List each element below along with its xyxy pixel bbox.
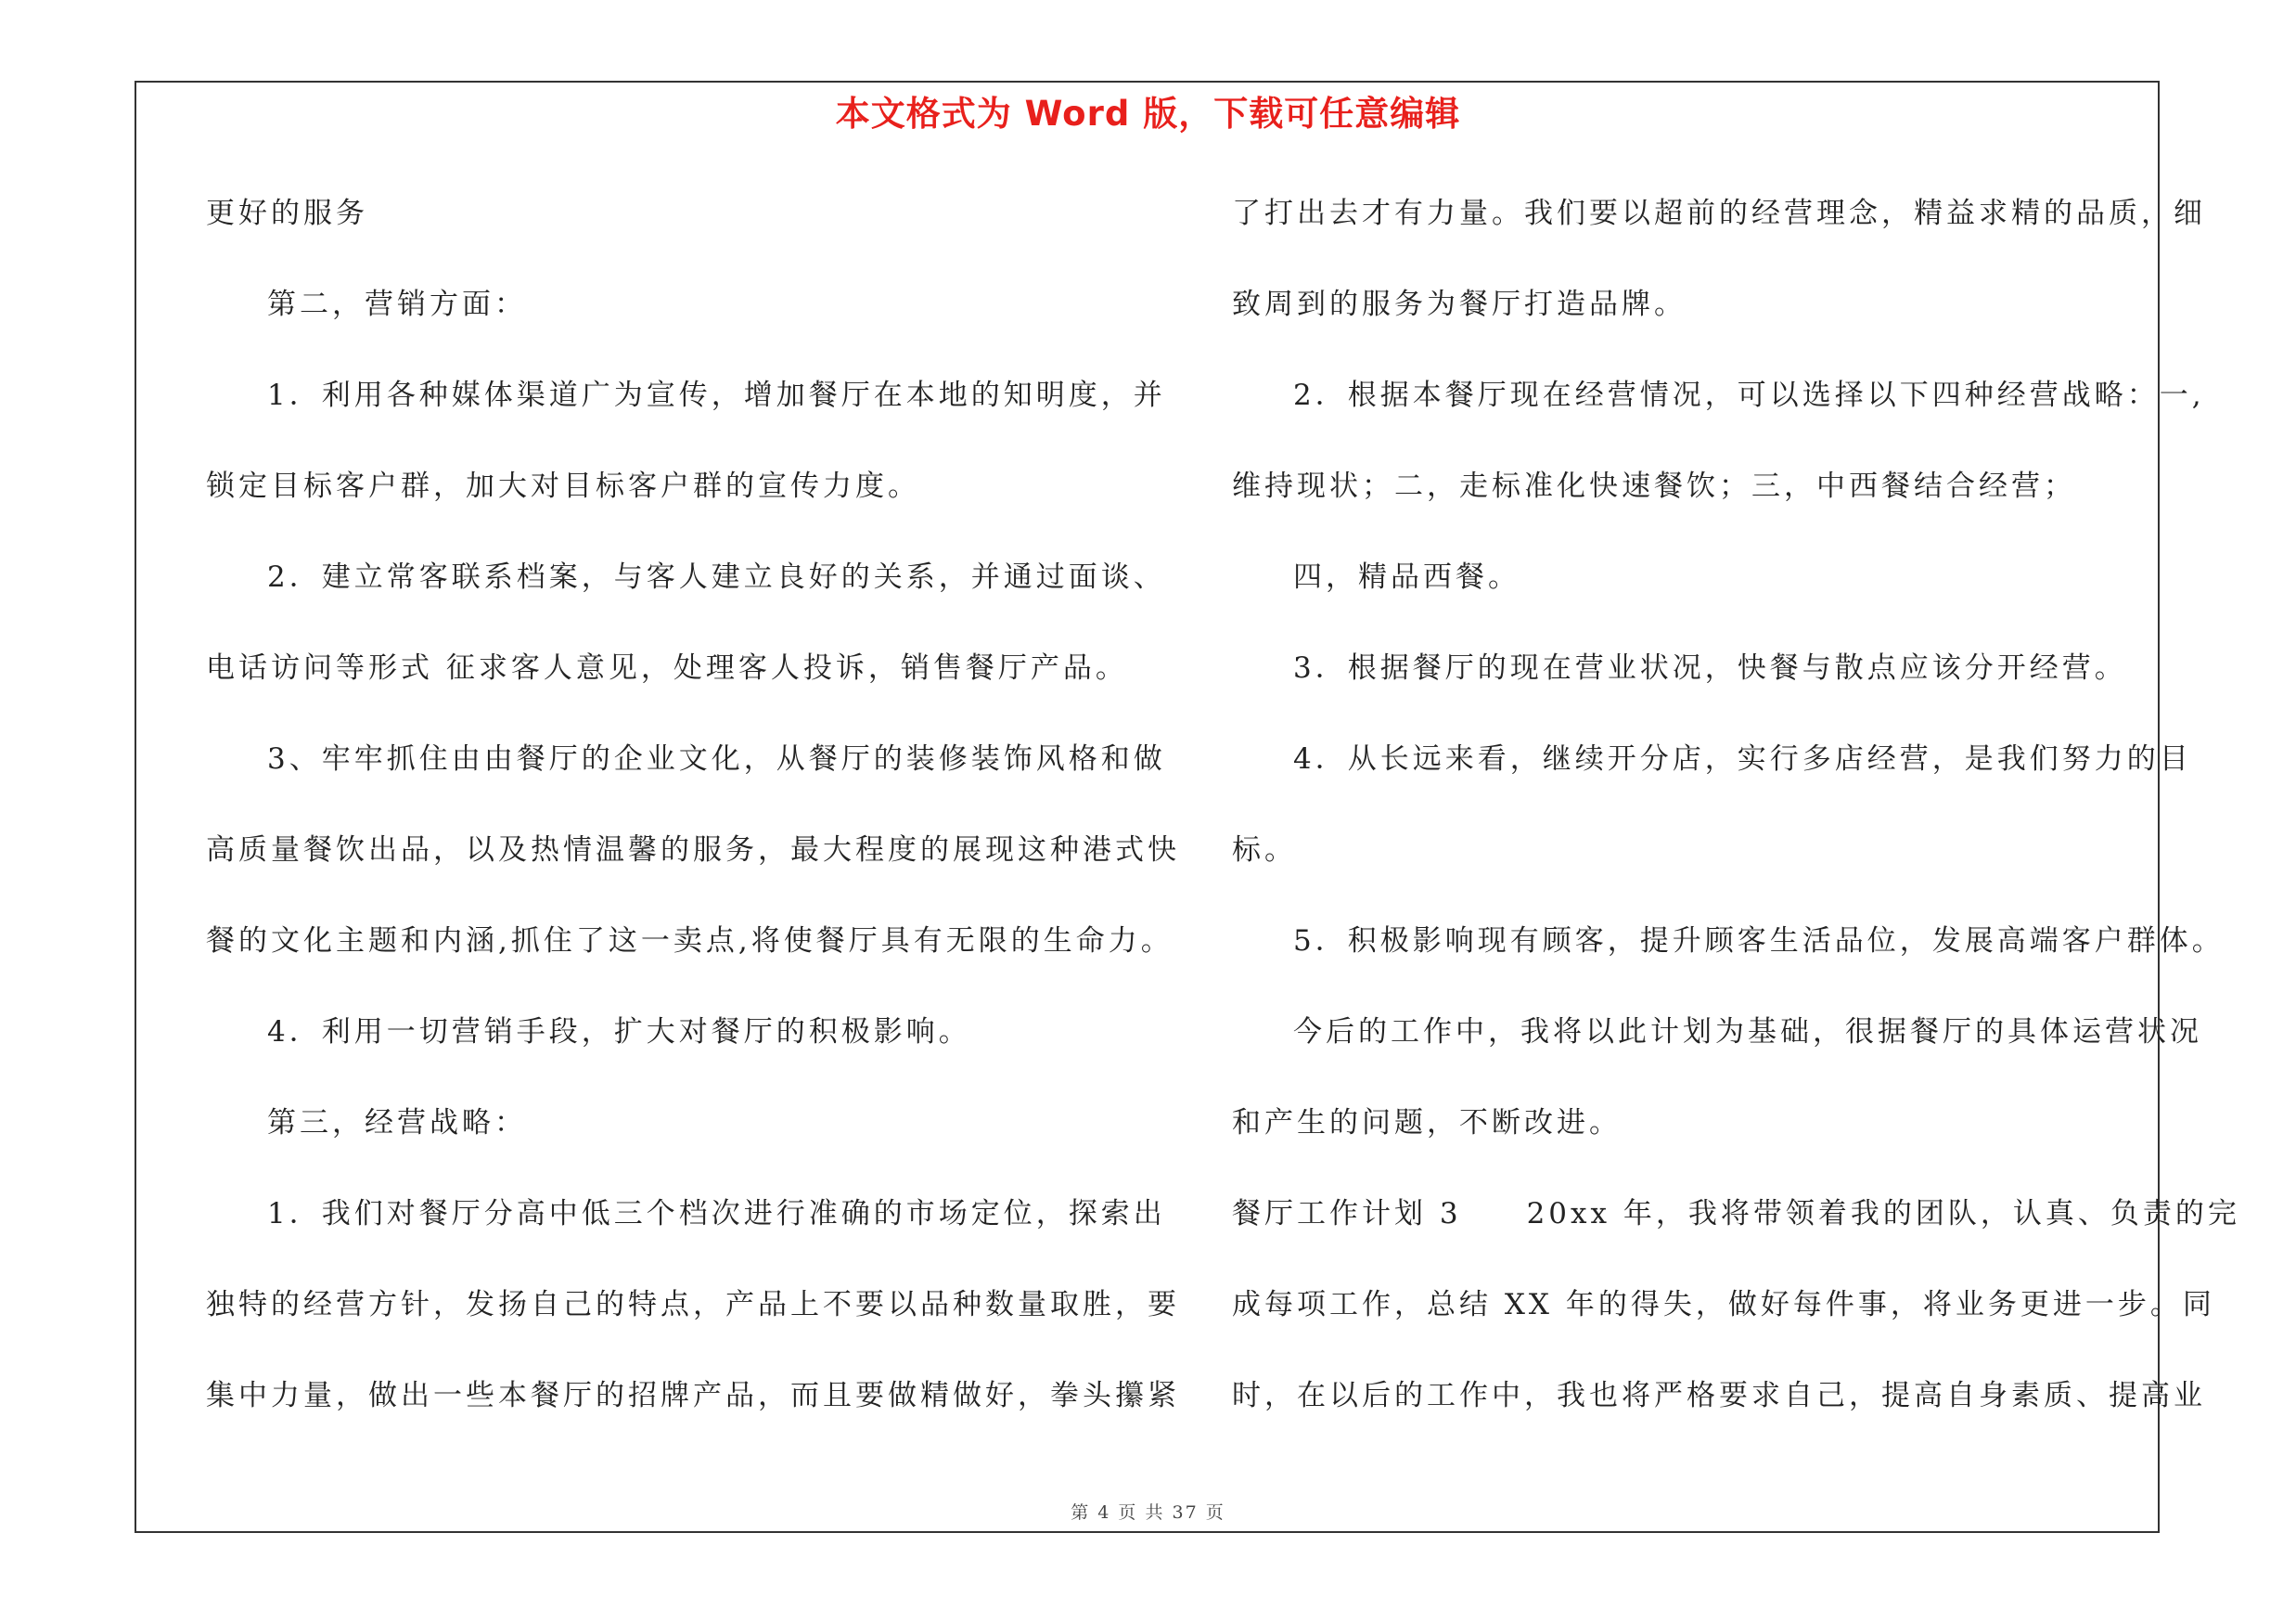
section-heading-strategy: 第三，经营战略： [267,1106,527,1140]
text-line: 时，在以后的工作中，我也将严格要求自己，提高自身素质、提高业 [1232,1379,2206,1412]
section-heading-marketing: 第二，营销方面： [267,288,527,321]
text-line: 餐的文化主题和内涵,抓住了这一卖点,将使餐厅具有无限的生命力。 [206,924,1174,958]
text-line: 4．从长远来看，继续开分店，实行多店经营，是我们努力的目 [1293,742,2192,776]
text-line: 4．利用一切营销手段，扩大对餐厅的积极影响。 [267,1015,971,1049]
text-line: 集中力量，做出一些本餐厅的招牌产品，而且要做精做好，拳头攥紧 [206,1379,1180,1412]
text-line: 成每项工作，总结 XX 年的得失，做好每件事，将业务更进一步。同 [1232,1288,2215,1321]
text-line: 和产生的问题，不断改进。 [1232,1106,1622,1140]
page-number-footer: 第 4 页 共 37 页 [1071,1502,1225,1523]
text-line: 独特的经营方针，发扬自己的特点，产品上不要以品种数量取胜，要 [206,1288,1180,1321]
format-notice-banner: 本文格式为 Word 版，下载可任意编辑 [835,94,1461,134]
text-line: 四，精品西餐。 [1293,560,1520,594]
text-line: 致周到的服务为餐厅打造品牌。 [1232,288,1687,321]
text-line: 标。 [1232,833,1297,867]
section-heading-plan-3: 餐厅工作计划 3 20xx 年，我将带领着我的团队，认真、负责的完 [1232,1197,2240,1230]
text-line: 1．利用各种媒体渠道广为宣传，增加餐厅在本地的知明度，并 [267,379,1166,412]
text-line: 2．根据本餐厅现在经营情况，可以选择以下四种经营战略：一, [1293,379,2205,412]
text-line: 更好的服务 [206,197,368,230]
text-line: 2．建立常客联系档案，与客人建立良好的关系，并通过面谈、 [267,560,1166,594]
text-line: 锁定目标客户群，加大对目标客户群的宣传力度。 [206,470,920,503]
text-line: 维持现状；二，走标准化快速餐饮；三，中西餐结合经营； [1232,470,2076,503]
text-line: 电话访问等形式 征求客人意见，处理客人投诉，销售餐厅产品。 [206,651,1128,685]
text-line: 3．根据餐厅的现在营业状况，快餐与散点应该分开经营。 [1293,651,2127,685]
text-line: 高质量餐饮出品，以及热情温馨的服务，最大程度的展现这种港式快 [206,833,1180,867]
text-line: 3、牢牢抓住由由餐厅的企业文化，从餐厅的装修装饰风格和做 [267,742,1166,776]
text-line: 1．我们对餐厅分高中低三个档次进行准确的市场定位，探索出 [267,1197,1166,1230]
text-line: 5．积极影响现有顾客，提升顾客生活品位，发展高端客户群体。 [1293,924,2225,958]
text-line: 今后的工作中，我将以此计划为基础，很据餐厅的具体运营状况 [1293,1015,2202,1049]
text-line: 了打出去才有力量。我们要以超前的经营理念，精益求精的品质，细 [1232,197,2206,230]
